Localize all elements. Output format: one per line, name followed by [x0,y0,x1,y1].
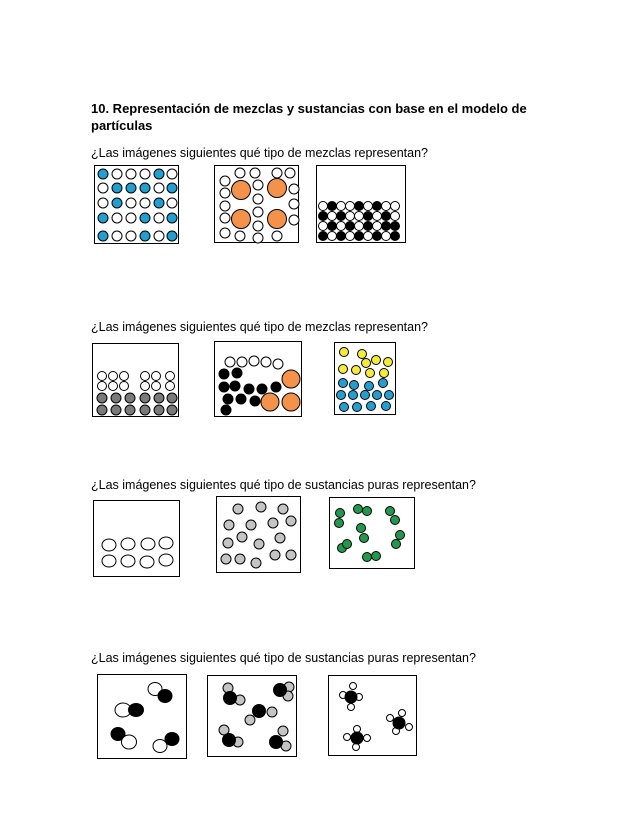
diagram-mixture-black-white [316,165,406,243]
diagram-mixture-white-gray-layers [92,343,179,417]
diagram-mixture-white-black-orange [214,341,302,417]
diagram-pure-substance-green-diatomic [329,497,415,569]
question-2: ¿Las imágenes siguientes qué tipo de mezclas representan? [91,320,429,334]
diagram-pure-substance-tetra-atomic [328,675,417,756]
section-title: 10. Representación de mezclas y sustancias con base en el modelo de partículas [91,101,527,133]
diagram-mixture-white-blue [94,165,179,244]
question-1: ¿Las imágenes siguientes qué tipo de mezclas representan? [91,146,429,160]
question-4: ¿Las imágenes siguientes qué tipo de sustancias puras representan? [91,651,476,665]
diagram-pure-substance-diatomic-black-white [97,674,187,759]
diagram-pure-substance-white [93,500,180,577]
diagram-pure-substance-gray [216,496,301,573]
question-3: ¿Las imágenes siguientes qué tipo de sustancias puras representan? [91,478,476,492]
diagram-mixture-white-orange [214,165,299,243]
diagram-pure-substance-triatomic-black-gray [207,675,297,757]
diagram-mixture-yellow-blue [334,342,396,415]
